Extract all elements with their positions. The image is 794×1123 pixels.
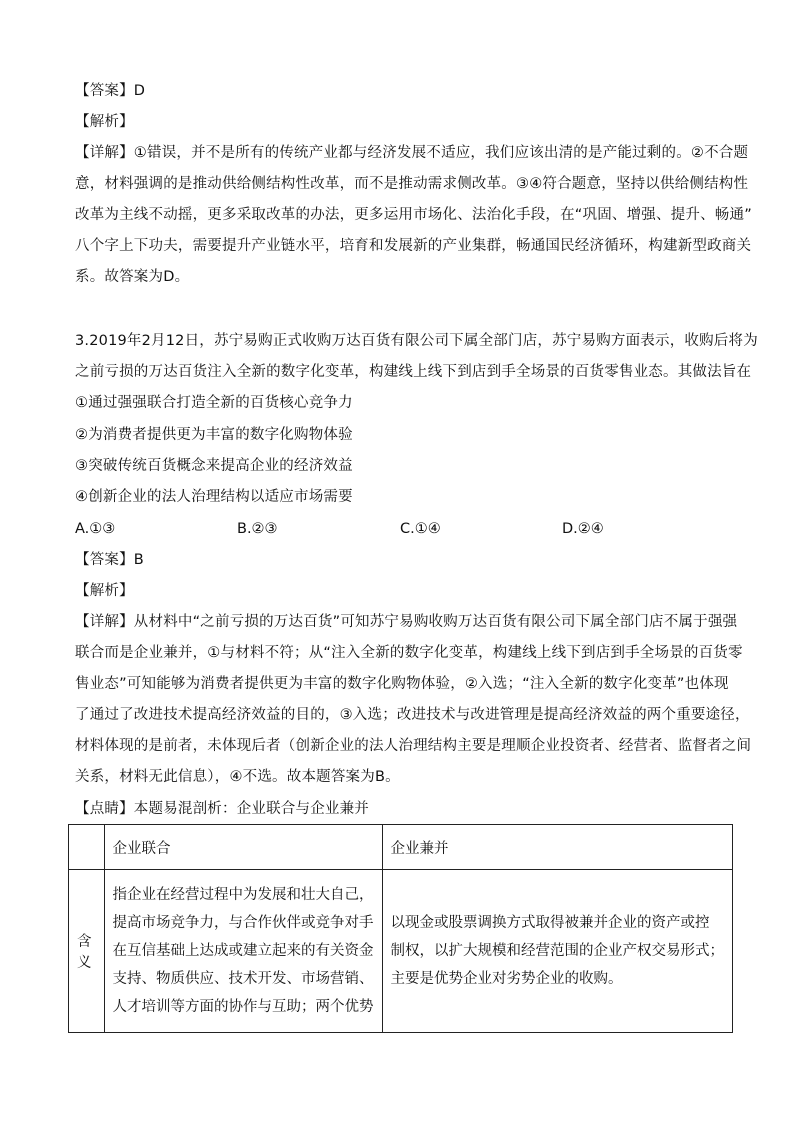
table-header-acquisition: 企业兼并 — [382, 825, 733, 870]
q2-analysis-heading: 【解析】 — [75, 114, 134, 130]
q3-item-4: ④创新企业的法人治理结构以适应市场需要 — [75, 489, 353, 505]
table-header-union: 企业联合 — [104, 825, 382, 870]
q2-answer: 【答案】D — [75, 83, 146, 99]
table-cell-acquisition — [382, 870, 733, 1033]
table-row — [69, 870, 733, 1033]
q2-detail-line: 八个字上下功夫，需要提升产业链水平，培育和发展新的产业集群，畅通国民经济循环，构建新型政商关 — [75, 238, 752, 254]
q3-item-1: ①通过强强联合打造全新的百货核心竞争力 — [75, 395, 353, 411]
q2-detail-line: 改革为主线不动摇，更多采取改革的办法，更多运用市场化、法治化手段，在“巩固、增强、提升、畅通” — [75, 207, 752, 223]
cell-line: 支持、物质供应、技术开发、市场营销、 — [112, 971, 374, 987]
q3-option-b: B.②③ — [237, 521, 278, 537]
q3-option-d: D.②④ — [562, 521, 604, 537]
q3-stem-line: 之前亏损的万达百货注入全新的数字化变革，构建线上线下到店到手全场景的百货零售业态。其做法旨在 — [75, 364, 752, 380]
table-header-blank — [69, 825, 105, 870]
q3-detail-line: 联合而是企业兼并，①与材料不符；从“注入全新的数字化变革，构建线上线下到店到手全场景的百货零 — [75, 645, 743, 661]
cell-line: 以现金或股票调换方式取得被兼并企业的资产或控 — [390, 915, 710, 931]
cell-line: 制权，以扩大规模和经营范围的企业产权交易形式； — [390, 943, 724, 959]
q3-item-3: ③突破传统百货概念来提高企业的经济效益 — [75, 458, 353, 474]
q3-detail-line: 售业态”可知能够为消费者提供更为丰富的数字化购物体验，②入选；“注入全新的数字化变革”也体现 — [75, 676, 729, 692]
q3-stem-line: 3.2019年2月12日，苏宁易购正式收购万达百货有限公司下属全部门店，苏宁易购方面表示，收购后将为 — [75, 333, 758, 349]
comparison-table — [68, 824, 733, 1033]
q3-option-a: A.①③ — [75, 521, 116, 537]
table-cell-union — [104, 870, 382, 1033]
q3-detail-line: 关系，材料无此信息），④不选。故本题答案为B。 — [75, 769, 400, 785]
table-row-label: 含义 — [69, 870, 105, 1033]
cell-line: 主要是优势企业对劣势企业的收购。 — [390, 971, 623, 987]
cell-line: 提高市场竞争力，与合作伙伴或竞争对手 — [112, 915, 374, 931]
q3-option-c: C.①④ — [400, 521, 441, 537]
q2-detail-line: 意，材料强调的是推动供给侧结构性改革，而不是推动需求侧改革。③④符合题意，坚持以供给侧结构性 — [75, 176, 749, 192]
q2-detail-line: 【详解】①错误，并不是所有的传统产业都与经济发展不适应，我们应该出清的是产能过剩的。②不合题 — [75, 145, 749, 161]
q2-detail-line: 系。故答案为D。 — [75, 269, 190, 285]
q3-answer: 【答案】B — [75, 552, 144, 568]
q3-detail-line: 【详解】从材料中“之前亏损的万达百货”可知苏宁易购收购万达百货有限公司下属全部门店不属于强强 — [75, 614, 738, 630]
table-header-row — [69, 825, 733, 870]
cell-line: 在互信基础上达成或建立起来的有关资金 — [112, 943, 374, 959]
q3-detail-line: 了通过了改进技术提高经济效益的目的，③入选；改进技术与改进管理是提高经济效益的两个重要途径， — [75, 707, 750, 723]
q3-analysis-heading: 【解析】 — [75, 583, 134, 599]
q3-detail-line: 材料体现的是前者，未体现后者（创新企业的法人治理结构主要是理顺企业投资者、经营者、监督者之间 — [75, 738, 752, 754]
q3-item-2: ②为消费者提供更为丰富的数字化购物体验 — [75, 427, 353, 443]
q3-tip: 【点睛】本题易混剖析：企业联合与企业兼并 — [75, 801, 369, 817]
cell-line: 人才培训等方面的协作与互助；两个优势 — [112, 999, 374, 1015]
cell-line: 指企业在经营过程中为发展和壮大自己， — [112, 887, 374, 903]
